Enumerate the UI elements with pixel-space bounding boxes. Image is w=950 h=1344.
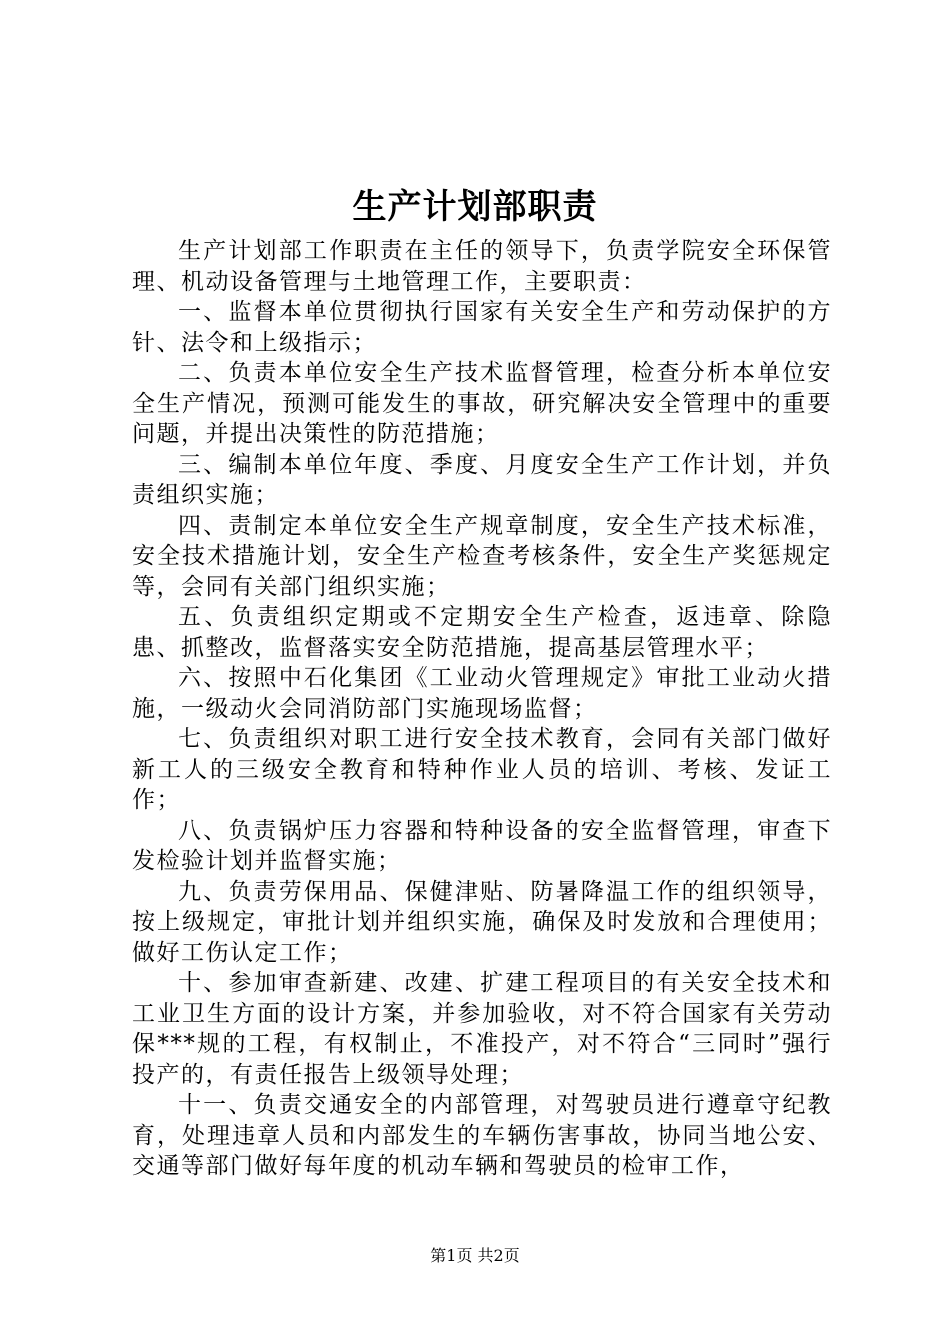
- paragraph-item-11: 十一、负责交通安全的内部管理，对驾驶员进行遵章守纪教育，处理违章人员和内部发生的车辆伤害事故，协同当地公安、交通等部门做好每年度的机动车辆和驾驶员的检审工作，: [132, 1092, 832, 1179]
- paragraph-item-9: 九、负责劳保用品、保健津贴、防暑降温工作的组织领导，按上级规定，审批计划并组织实施，确保及时发放和合理使用；做好工伤认定工作；: [132, 878, 832, 966]
- paragraph-intro: 生产计划部工作职责在主任的领导下，负责学院安全环保管理、机动设备管理与土地管理工作，主要职责：: [132, 238, 832, 295]
- paragraph-item-10: 十、参加审查新建、改建、扩建工程项目的有关安全技术和工业卫生方面的设计方案，并参加验收，对不符合国家有关劳动保***规的工程，有权制止，不准投产，对不符合“三同时”强行投产的，有责任报告上级领导处理；: [132, 970, 832, 1088]
- document-title: 生产计划部职责: [352, 187, 598, 227]
- paragraph-item-7: 七、负责组织对职工进行安全技术教育，会同有关部门做好新工人的三级安全教育和特种作业人员的培训、考核、发证工作；: [132, 726, 832, 813]
- paragraph-item-8: 八、负责锅炉压力容器和特种设备的安全监督管理，审查下发检验计划并监督实施；: [132, 817, 832, 874]
- page-number-footer: 第1页 共2页: [430, 1246, 520, 1265]
- paragraph-item-4: 四、责制定本单位安全生产规章制度，安全生产技术标准，安全技术措施计划，安全生产检查考核条件，安全生产奖惩规定等，会同有关部门组织实施；: [132, 512, 832, 600]
- document-body: [132, 236, 832, 1182]
- paragraph-item-3: 三、编制本单位年度、季度、月度安全生产工作计划，并负责组织实施；: [132, 451, 832, 508]
- paragraph-item-5: 五、负责组织定期或不定期安全生产检查，返违章、除隐患、抓整改，监督落实安全防范措施，提高基层管理水平；: [132, 604, 832, 661]
- paragraph-item-1: 一、监督本单位贯彻执行国家有关安全生产和劳动保护的方针、法令和上级指示；: [132, 299, 832, 356]
- paragraph-item-6: 六、按照中石化集团《工业动火管理规定》审批工业动火措施，一级动火会同消防部门实施现场监督；: [132, 665, 832, 722]
- paragraph-item-2: 二、负责本单位安全生产技术监督管理，检查分析本单位安全生产情况，预测可能发生的事故，研究解决安全管理中的重要问题，并提出决策性的防范措施；: [132, 360, 832, 447]
